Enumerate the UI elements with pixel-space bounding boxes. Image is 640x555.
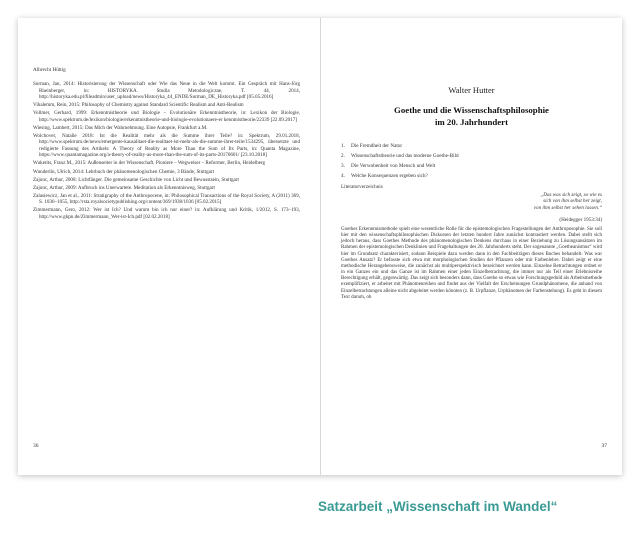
toc-item xyxy=(341,153,602,163)
reference-list xyxy=(33,81,300,222)
reference-entry: Wiesing, Lambert, 2015: Das Mich der Wahrnehmung. Eine Autopsie, Frankfurt a.M. xyxy=(33,124,208,131)
chapter-title-line-2: im 20. Jahrhundert xyxy=(434,117,509,127)
reference-entry: Wolchover, Natalie 2018: Ist die Realität mehr als die Summe ihrer Teile? in: Spektrum, 29.01.2018, http://www.spektrum.de/news/emergente-kausalitaet-die-realitaet-ist-mehr-als-die-summe-ihrer-teile/1534295, übersetzte und redigierte Fassung des Artikels: A Theory of Reality as More Than the Sum of Its Parts, in: Quanta Magazine, https://www.quantamagazine.org/a-theory-of-reality-as-more-than-the-sum-of-its-parts-20170601/ [23.10.2018] xyxy=(33,132,300,159)
chapter-title xyxy=(341,104,602,128)
reference-entry: Wuketits, Franz M., 2015: Außenseiter in der Wissenschaft. Pioniere – Wegweiser – Reformer, Berlin, Heidelberg xyxy=(33,160,266,167)
quote-source: (Heidegger 1953:34) xyxy=(559,217,602,223)
epigraph-quote xyxy=(462,192,602,211)
quote-line: von ihm selbst her sehen lassen.“ xyxy=(533,204,602,211)
toc-label: Welche Konsequenzen ergeben sich? xyxy=(351,173,428,179)
toc-number: 3. xyxy=(341,163,345,169)
toc-item xyxy=(341,163,602,173)
reference-entry: Wunderlin, Ulrich, 2014: Lehrbuch der phänomenologischen Chemie, 3 Bände, Stuttgart xyxy=(33,168,215,175)
right-page xyxy=(321,18,622,475)
toc-label: Wissenschaftstheorie und das moderne Goethe-Bild xyxy=(351,153,459,159)
caption: Satzarbeit „Wissenschaft im Wandel“ xyxy=(318,499,558,514)
toc-number: 4. xyxy=(341,173,345,179)
reference-entry: Vollmer, Gerhard, 1999: Erkenntnistheorie und Biologie – Evolutionäre Erkenntnistheorie, in: Lexikon der Biologie, http://www.spektrum.de/lexikon/biologie/erkenntnistheorie-und-biologie-evolutionaere-er kenntnistheorie/22339 [22.09.2017] xyxy=(33,110,300,123)
left-page xyxy=(18,18,320,475)
toc-label: Die Verwobenheit von Mensch und Welt xyxy=(351,163,436,169)
toc-item xyxy=(341,143,602,153)
toc-number: 2. xyxy=(341,153,345,159)
reference-entry: Zajonc, Arthur, 2008: Lichtfänger. Die gemeinsame Geschichte von Licht und Bewusstsein, Stuttgart xyxy=(33,176,239,183)
chapter-title-line-1: Goethe und die Wissenschaftsphilosophie xyxy=(394,105,549,115)
toc-item xyxy=(341,173,602,183)
toc-label: Die Fremdheit der Natur xyxy=(351,143,403,149)
toc-literature: Literaturverzeichnis xyxy=(341,184,383,190)
reference-entry: Vihalemm, Rein, 2015: Philosophy of Chemistry against Standard Scientific Realism and Anti-Realism xyxy=(33,102,244,109)
page-number-left: 36 xyxy=(33,443,39,449)
table-of-contents xyxy=(341,143,602,190)
quote-line: „Das was sich zeigt, so wie es xyxy=(540,192,602,198)
reference-entry: Surman, Jan, 2014: Historisierung der Wissenschaft oder Wie das Neue in die Welt kommt. Ein Gespräch mit Hans-Jörg Rheinberger, in: HISTORYKA. Studia Metodologiczne, T. 44, 2014, http://historyka.edu.pl/fileadmin/user_upload/news/Historyka_44_ENDE/Surman_DE_Historyka.pdf [05.05.2016] xyxy=(33,81,300,100)
reference-entry: Zajonc, Arthur, 2009: Aufbruch ins Unerwartete. Meditation als Erkenntnisweg, Stuttgart xyxy=(33,184,215,191)
running-head: Albrecht Hüttig xyxy=(33,67,66,73)
book-spread xyxy=(18,18,622,475)
quote-line: sich von ihm selbst her zeigt, xyxy=(543,198,602,205)
page-number-right: 37 xyxy=(601,443,607,449)
reference-entry: Zalasiewicz, Jan et al., 2011: Stratigraphy of the Anthropocene, in: Philosophical Transactions of the Royal Society, A (2011) 369, S. 1036–1055, http://rsta.royalsocietypublishing.org/content/369/1938/1036 [05.02.2015] xyxy=(33,192,300,206)
chapter-author: Walter Hutter xyxy=(448,85,495,95)
toc-number: 1. xyxy=(341,143,345,149)
body-text: Goethes Erkenntnismethode spielt eine wesentliche Rolle für die epistemologischen Fragestellungen der Anthroposophie. Sie soll hier mit den wissenschaftsphilosophischen Diskursen der letzten hundert Jahre zunächst kontrastiert werden. Dabei stellt sich jedoch heraus, dass Goethes Methode des phänomenologischen Denkens durchaus in einer Beziehung zu Lösungsansätzen im Rahmen der epistemologischen Denklinien und Fragehaltungen des 20. Jahrhunderts steht. Der sogenannte „Goetheanismus“ wird hier im Grundsatz charakterisiert, sodann Beispiele dazu werden dann in den Fachbeiträgen dieses Buches behandelt. Was war Goethes Ansatz? Er befasste sich etwa mit morphologischen Studien der Pflanzen oder mit Farbenlehre. Dabei zeigt er eine methodische Herangehensweise, die zunächst als multiperspektivisch bezeichnet werden kann. Einzelne Betrachtungen ordnet er in ein Ganzes ein und das Ganze ist im Rahmen einer jeden Einzelbetrachtung, die immer nur als Teil einer Erlebnisreihe Berechtigung erhält, gegenwärtig. Das zeigt sich besonders dann, dass Goethe so etwas wie Forschungsgeduld als Arbeitsmethode exemplifiziert, er arbeitet mit Phänomenreihen und findet aus der Vielfalt der Erscheinungen Grundphänomene, die anhand von Einzelbetrachtungen alleine nicht abgeleitet werden könnten (z. B. Urpflanze, Urphänomen der Farbenstehung). Es geht in diesem Text darum, ob xyxy=(341,227,602,300)
reference-entry: Zimmermann, Gero, 2012: Wer ist Ich? Und warum bin ich nur einer? in: Aufklärung und Kritik, 1/2012, S. 173–193, http://www.gkpn.de/Zimmermann_Wer-ist-Ich.pdf [02.02.2018] xyxy=(33,207,300,220)
